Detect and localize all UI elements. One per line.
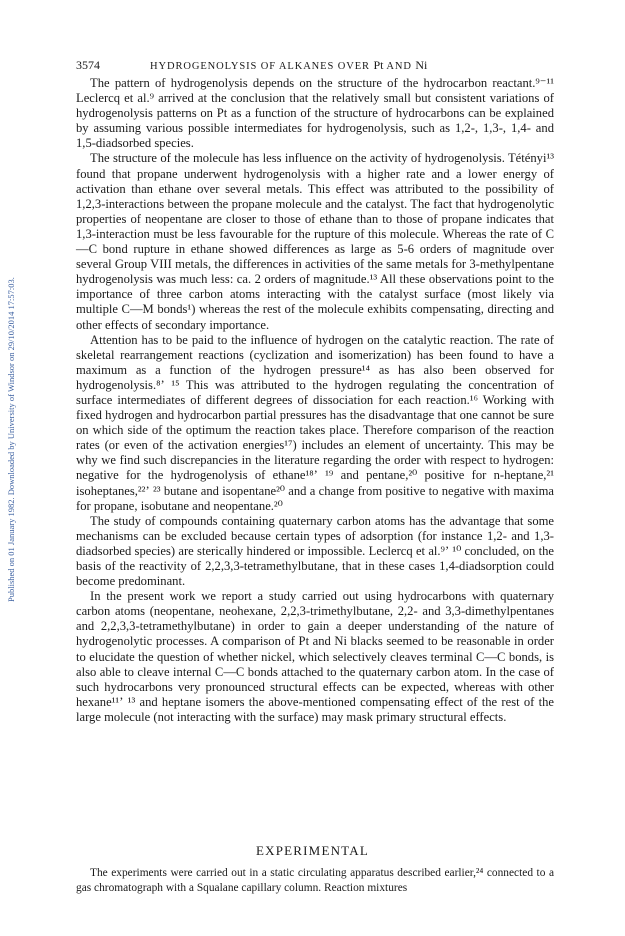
paragraph: The structure of the molecule has less influence on the activity of hydrogenolysis. Tétényi¹³ found that propane underwent hydrogenolysis with a higher rate and a lower energy of activation than ethane over several metals. This effect was attributed to the possibility of 1,2,3-interactions between the propane molecule and the catalyst. The fact that hydrogenolytic properties of neopentane are closer to those of ethane than to those of propane indicates that 1,3-interaction must be less favourable for the rupture of this molecule. Whereas the rate of C—C bond rupture in ethane showed differences as large as 5-6 orders of magnitude over several Group VIII metals, the differences in activities of the same metals for 3-methylpentane hydrogenolysis was much less: ca. 2 orders of magnitude.¹³ All these observations point to the importance of three carbon atoms interacting with the catalyst surface (most likely via multiple C—M bonds¹) whereas the rest of the molecule exhibits compensating, directing and other effects of secondary importance.: [76, 151, 554, 332]
paragraph: The experiments were carried out in a static circulating apparatus described earlier,²⁴ connected to a gas chromatograph with a Squalane capillary column. Reaction mixtures: [76, 867, 554, 894]
publication-side-note: [6, 132, 22, 602]
paragraph: The pattern of hydrogenolysis depends on the structure of the hydrocarbon reactant.⁹⁻¹¹ Leclercq et al.⁹ arrived at the conclusion that the relatively small but consistent variations of hydrogenolysis patterns on Pt as a function of the structure of hydrocarbons can be explained by assuming various possible intermediates for hydrogenolysis, such as 1,2-, 1,3-, 1,4- and 1,5-diadsorbed species.: [76, 76, 554, 151]
page-number: 3574: [76, 58, 100, 72]
experimental-text: [76, 866, 554, 895]
running-head: [150, 58, 427, 73]
body-text: [76, 76, 554, 725]
running-head-text-2: AND: [383, 61, 416, 72]
publication-side-note-text: Published on 01 January 1982. Downloaded by University of Windsor on 29/10/2014 17:57:03.: [6, 277, 16, 602]
paragraph: The study of compounds containing quaternary carbon atoms has the advantage that some mechanisms can be excluded because certain types of adsorption (for instance 1,2- and 1,3-diadsorbed species) are sterically hindered or impossible. Leclercq et al.⁹ʼ ¹⁰ concluded, on the basis of the reactivity of 2,2,3,3-tetramethylbutane, that in these cases 1,4-diadsorption could become predominant.: [76, 513, 554, 589]
running-head-ni: Ni: [415, 58, 428, 72]
paragraph: In the present work we report a study carried out using hydrocarbons with quaternary carbon atoms (neopentane, neohexane, 2,2,3-trimethylbutane, 2,2- and 3,3-dimethylpentanes and 2,2,3,3-tetramethylbutane) in order to gain a deeper understanding of the nature of hydrogenolytic processes. A comparison of Pt and Ni blacks seemed to be reasonable in order to elucidate the question of whether nickel, which selectively cleaves terminal C—C bonds, is also able to cleave internal C—C bonds attached to the quaternary carbon atom. In the case of such hydrocarbons very pronounced structural effects can be expected, whereas with other hexane¹¹ʼ ¹³ and heptane isomers the above-mentioned compensating effect of the rest of the large molecule (not interacting with the surface) may mask primary structural effects.: [76, 589, 554, 724]
running-head-pt: Pt: [373, 58, 384, 72]
paragraph: Attention has to be paid to the influence of hydrogen on the catalytic reaction. The rate of skeletal rearrangement reactions (cyclization and isomerization) has been found to have a maximum as a function of the hydrogen pressure¹⁴ as has also been observed for hydrogenolysis.⁸ʼ ¹⁵ This was attributed to the hydrogen regulating the concentration of surface intermediates of different degrees of dissociation for each reaction.¹⁶ Working with fixed hydrogen and hydrocarbon partial pressures has the disadvantage that one cannot be sure on which side of the optimum the reaction takes place. Therefore comparison of the reaction rates (or even of the activation energies¹⁷) includes an element of uncertainty. This may be why we find such discrepancies in the literature regarding the order with respect to hydrogen: negative for the hydrogenolysis of ethane¹⁸ʼ ¹⁹ and pentane,²⁰ positive for n-heptane,²¹ isoheptanes,²²ʼ ²³ butane and isopentane²⁰ and a change from positive to negative with maxima for propane, isobutane and neopentane.²⁰: [76, 332, 554, 513]
running-head-text-1: HYDROGENOLYSIS OF ALKANES OVER: [150, 61, 374, 72]
section-title-experimental: EXPERIMENTAL: [255, 843, 370, 858]
